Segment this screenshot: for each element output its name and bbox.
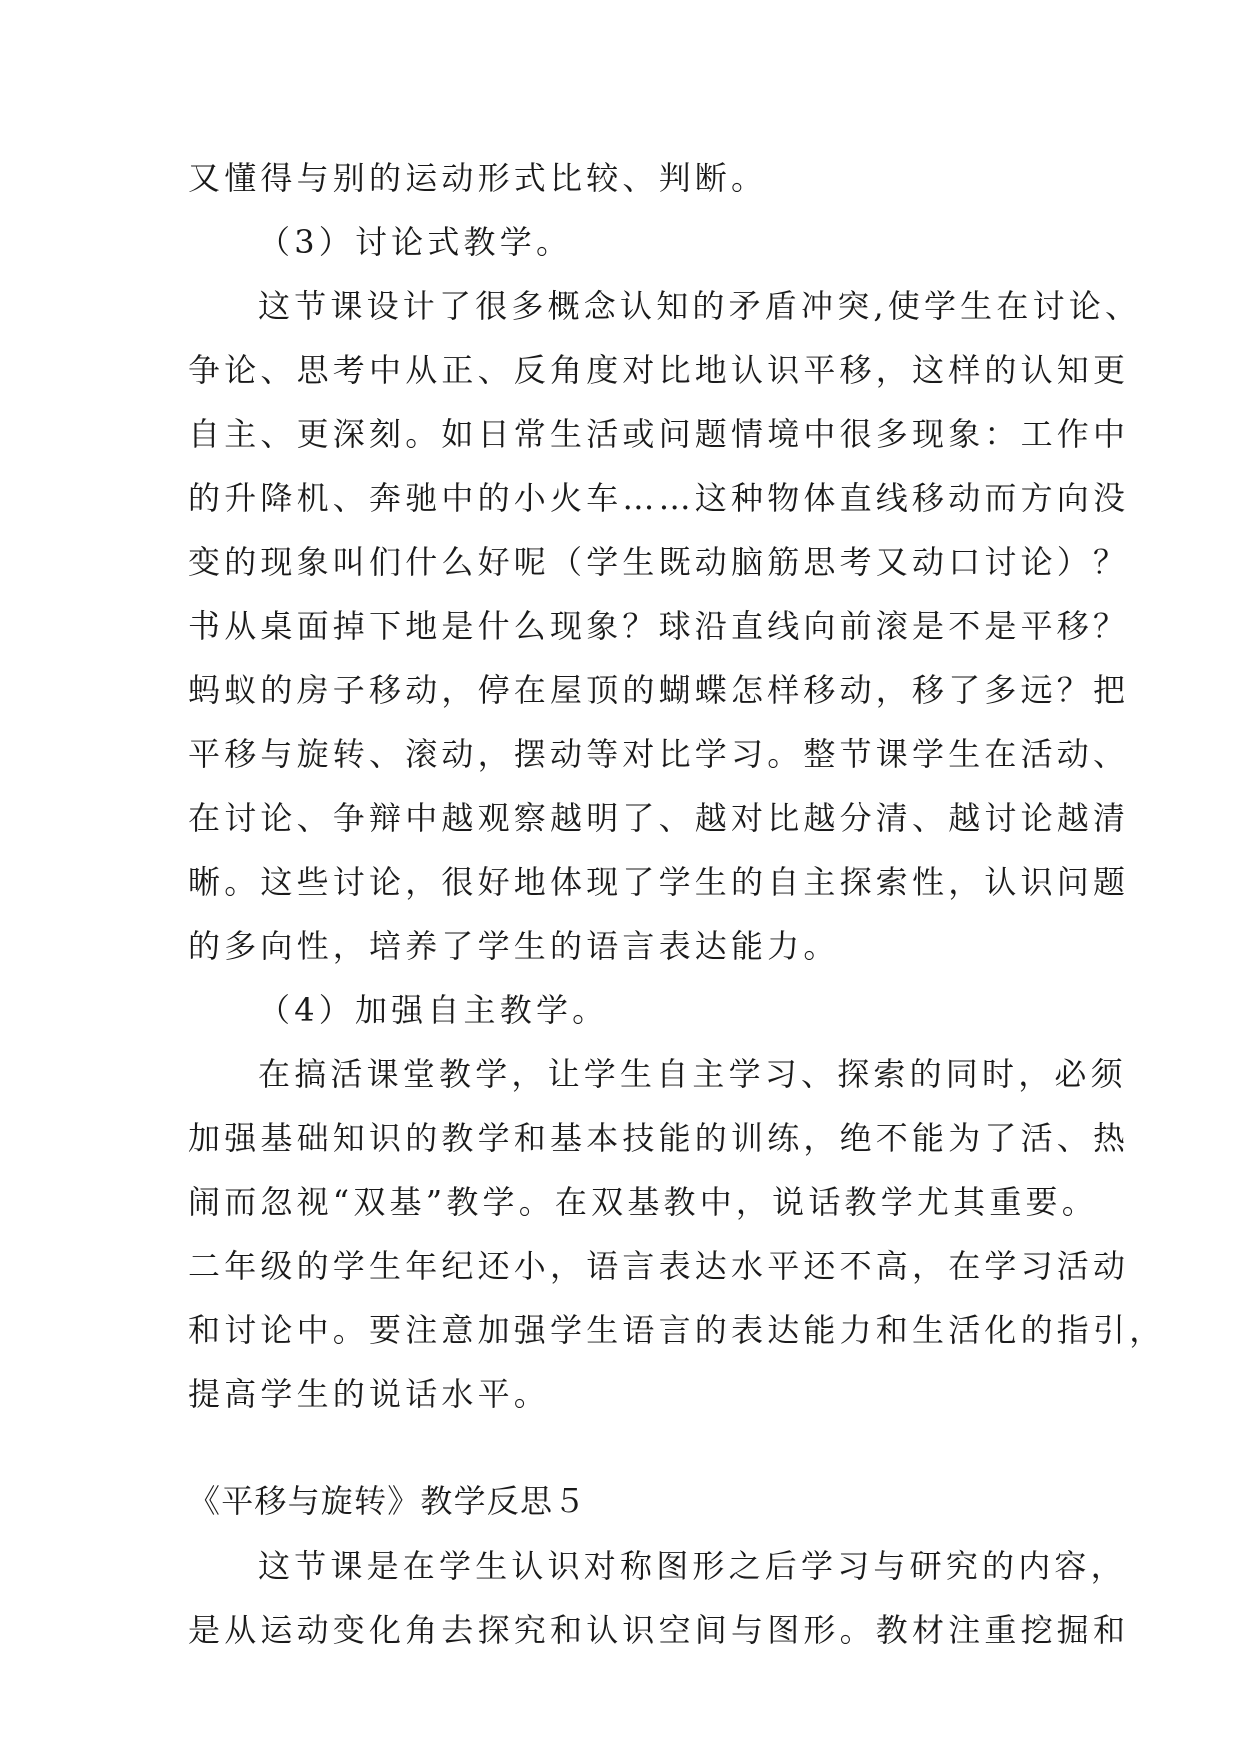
text-line: 蚂蚁的房子移动，停在屋顶的蝴蝶怎样移动，移了多远？把 [188,671,1130,709]
text-line: 加强基础知识的教学和基本技能的训练，绝不能为了活、热 [188,1119,1130,1157]
text-line: 书从桌面掉下地是什么现象？球沿直线向前滚是不是平移？ [188,607,1130,645]
section-heading: （3）讨论式教学。 [258,223,573,261]
text-line: 争论、思考中从正、反角度对比地认识平移，这样的认知更 [188,351,1130,389]
text-line: 和讨论中。要注意加强学生语言的表达能力和生活化的指引， [188,1311,1166,1349]
section-heading: （4）加强自主教学。 [258,991,609,1029]
text-line: 平移与旋转、滚动，摆动等对比学习。整节课学生在活动、 [188,735,1130,773]
text-line: 这节课设计了很多概念认知的矛盾冲突,使学生在讨论、 [258,287,1142,325]
text-line: 提高学生的说话水平。 [188,1375,551,1413]
text-line: 闹而忽视“双基”教学。在双基教中，说话教学尤其重要。 [188,1183,1098,1221]
text-line: 是从运动变化角去探究和认识空间与图形。教材注重挖掘和 [188,1611,1130,1649]
text-line: 变的现象叫们什么好呢（学生既动脑筋思考又动口讨论）？ [188,543,1130,581]
text-line: 二年级的学生年纪还小，语言表达水平还不高，在学习活动 [188,1247,1130,1285]
article-title: 《平移与旋转》教学反思５ [188,1482,587,1520]
text-line: 的多向性，培养了学生的语言表达能力。 [188,927,840,965]
text-line: 这节课是在学生认识对称图形之后学习与研究的内容， [258,1547,1127,1585]
text-line: 又懂得与别的运动形式比较、判断。 [188,159,768,197]
text-line: 晰。这些讨论，很好地体现了学生的自主探索性，认识问题 [188,863,1130,901]
text-line: 的升降机、奔驰中的小火车……这种物体直线移动而方向没 [188,479,1130,517]
text-line: 自主、更深刻。如日常生活或问题情境中很多现象：工作中 [188,415,1130,453]
text-line: 在讨论、争辩中越观察越明了、越对比越分清、越讨论越清 [188,799,1130,837]
text-line: 在搞活课堂教学，让学生自主学习、探索的同时，必须 [258,1055,1127,1093]
